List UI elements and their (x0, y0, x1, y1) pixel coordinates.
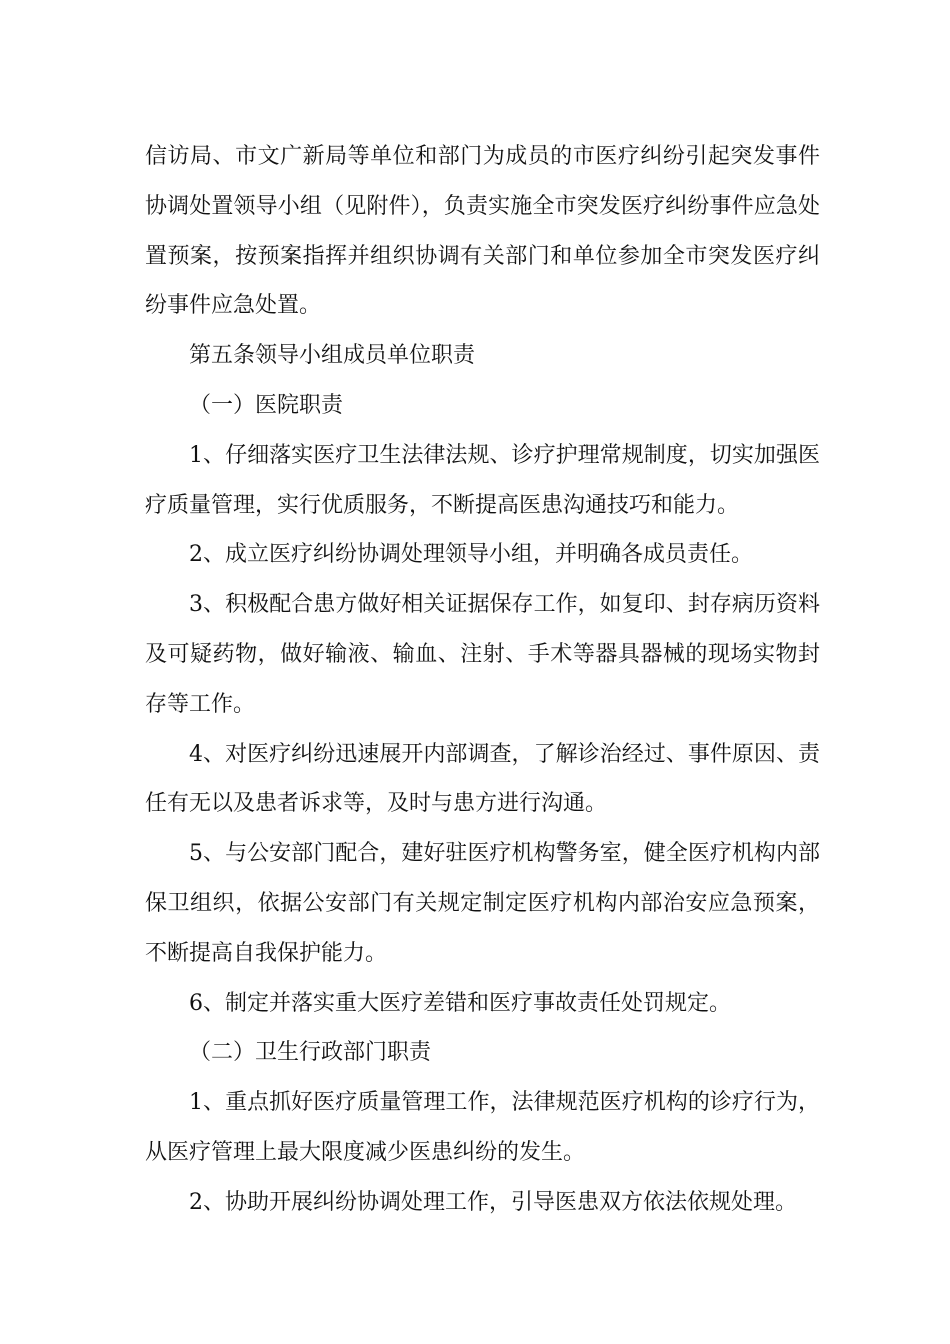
list-item: 3、积极配合患方做好相关证据保存工作，如复印、封存病历资料及可疑药物，做好输液、输血、注射、手术等器具器械的现场实物封存等工作。 (145, 592, 820, 717)
list-item: 4、对医疗纠纷迅速展开内部调查，了解诊治经过、事件原因、责任有无以及患者诉求等，及时与患方进行沟通。 (145, 741, 820, 817)
paragraph-continuation: 信访局、市文广新局等单位和部门为成员的市医疗纠纷引起突发事件协调处置领导小组（见附件），负责实施全市突发医疗纠纷事件应急处置预案，按预案指挥并组织协调有关部门和单位参加全市突发医疗纠纷事件应急处置。 (145, 144, 820, 319)
list-item: 1、重点抓好医疗质量管理工作，法律规范医疗机构的诊疗行为，从医疗管理上最大限度减少医患纠纷的发生。 (145, 1090, 820, 1165)
article-heading: 第五条领导小组成员单位职责 (189, 343, 476, 369)
section-heading-hospital: （一）医院职责 (189, 392, 344, 418)
list-item: 1、仔细落实医疗卫生法律法规、诊疗护理常规制度，切实加强医疗质量管理，实行优质服务，不断提高医患沟通技巧和能力。 (145, 442, 820, 518)
section-heading-health-admin: （二）卫生行政部门职责 (189, 1040, 432, 1066)
list-item: 6、制定并落实重大医疗差错和医疗事故责任处罚规定。 (189, 990, 731, 1016)
document-body (145, 132, 820, 1228)
list-item: 2、协助开展纠纷协调处理工作，引导医患双方依法依规处理。 (189, 1189, 797, 1215)
list-item: 2、成立医疗纠纷协调处理领导小组，并明确各成员责任。 (189, 542, 753, 568)
list-item: 5、与公安部门配合，建好驻医疗机构警务室，健全医疗机构内部保卫组织，依据公安部门有关规定制定医疗机构内部治安应急预案，不断提高自我保护能力。 (145, 841, 820, 966)
